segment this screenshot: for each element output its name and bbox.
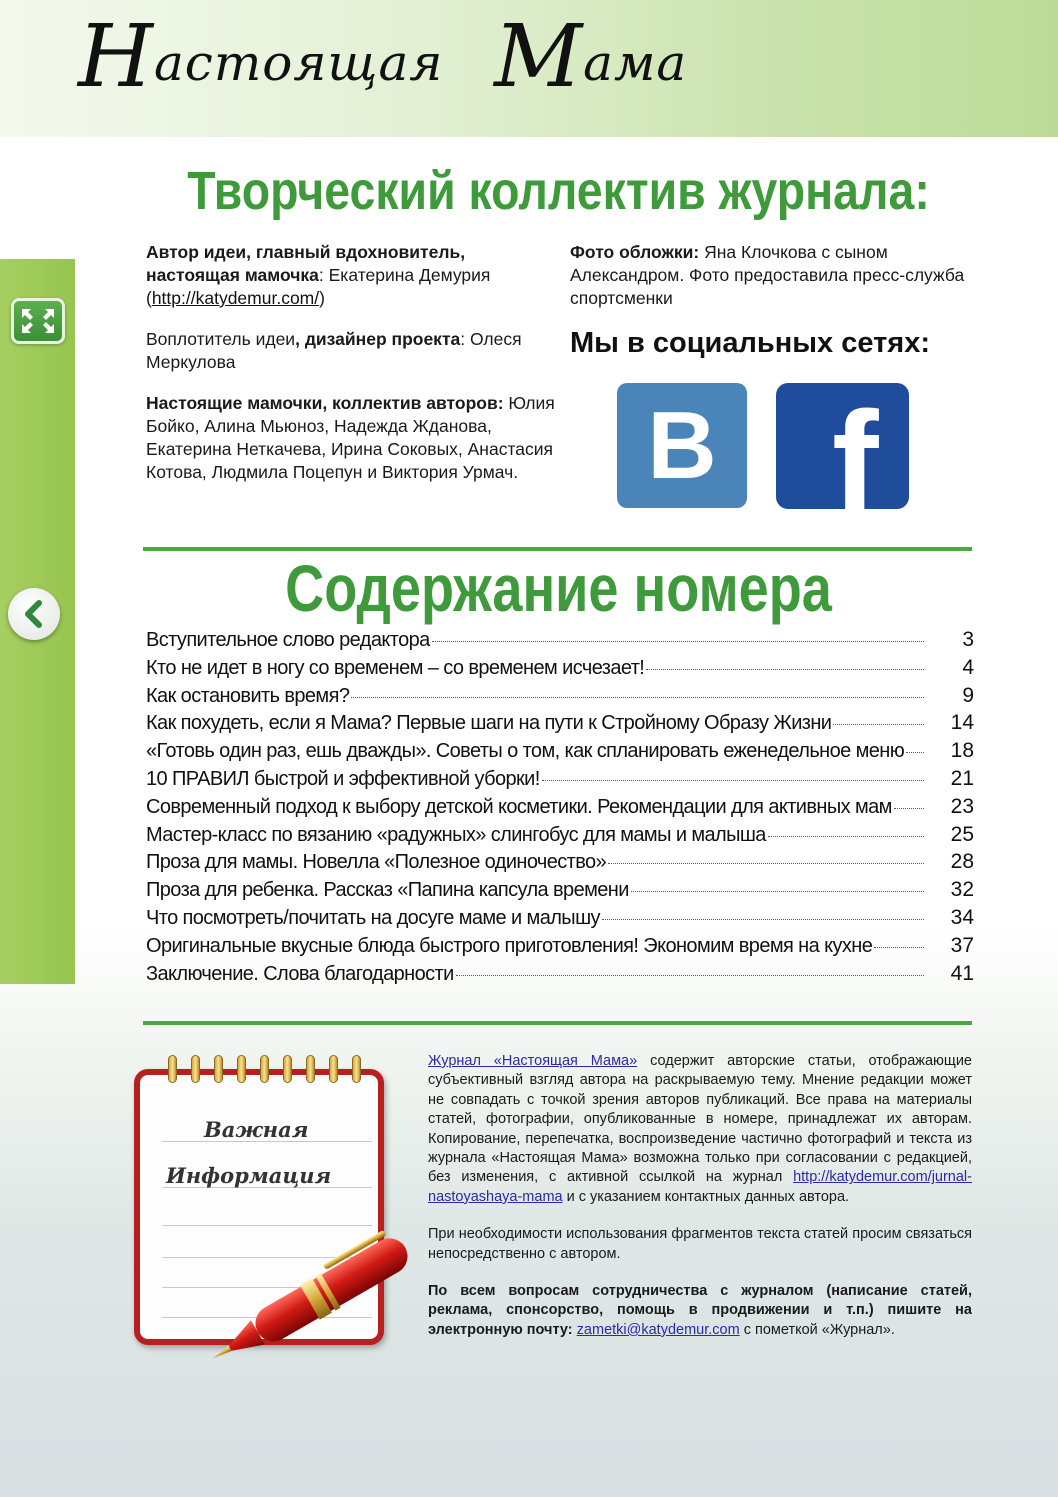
copyright-tail: и с указанием контактных данных автора. [562,1188,850,1205]
copyright-text: содержит авторские статьи, отображающие субъективный взгляд автора на раскрываемую тему. Мнение редакции может не совпадать с точкой зрения авторов публикаций. Все права на материалы статей, фотографии, опубликованные в номере, принадлежат их авторам. Копирование, перепечатка, воспроизведение частично фотографий и текста из журнала «Настоящая Мама» возможна только при согласовании с редакцией, без изменения, с активной ссылкой на журнал [428,1053,972,1186]
notepad-ring [260,1055,269,1083]
toc-page-number: 28 [950,850,974,874]
cooperation-paragraph [428,1282,972,1340]
toc-leader-dots [631,891,924,892]
journal-url-link[interactable]: http://katydemur.com/jurnal-nastoyashaya-mama [428,1169,972,1205]
toc-page-number: 9 [962,683,974,707]
cover-photo-credit [570,241,970,310]
toc-page-number: 18 [950,739,974,763]
toc-page-number: 41 [950,961,974,985]
toc-item-title: Кто не идет в ногу со временем – со временем исчезает! [146,656,645,679]
toc-row[interactable] [146,767,974,795]
pen-icon [196,1228,436,1358]
toc-item-title: Вступительное слово редактора [146,629,430,651]
toc-page-number: 14 [950,711,974,735]
toc-item-title: Заключение. Слова благодарности [146,962,454,985]
toc-leader-dots [906,752,924,753]
contents-heading: Содержание номера [285,551,832,625]
toc-leader-dots [542,780,924,781]
toc-page-number: 37 [950,933,974,957]
toc-leader-dots [456,975,924,976]
toc-page-number: 34 [950,905,974,929]
toc-item-title: «Готовь один раз, ешь дважды». Советы о том, как спланировать еженедельное меню [146,740,905,763]
toc-page-number: 3 [962,628,974,651]
notepad-ring [352,1055,361,1083]
toc-row[interactable] [146,906,974,934]
toc-page-number: 32 [950,878,974,902]
social-heading: Мы в социальных сетях: [570,327,930,359]
toc-row[interactable] [146,684,974,712]
toc-item-title: Как похудеть, если я Мама? Первые шаги на пути к Стройному Образу Жизни [146,712,832,735]
toc-row[interactable] [146,739,974,767]
copyright-paragraph [428,1052,972,1207]
journal-link[interactable]: Журнал «Настоящая Мама» [428,1053,638,1069]
cooperation-tail: с пометкой «Журнал». [739,1321,895,1338]
notepad-title-line2: Информация [166,1163,332,1188]
toc-row[interactable] [146,628,974,656]
notepad-ring [214,1055,223,1083]
toc-page-number: 25 [950,822,974,846]
team-heading: Творческий коллектив журнала: [187,161,930,221]
toc-item-title: Что посмотреть/почитать на досуге маме и малышу [146,906,600,929]
toc-item-title: Проза для мамы. Новелла «Полезное одиночество» [146,851,607,874]
team-credits-left [146,241,556,502]
toc-page-number: 21 [950,766,974,790]
toc-item-title: Оригинальные вкусные блюда быстрого приготовления! Экономим время на кухне [146,934,873,957]
fullscreen-button[interactable] [11,298,65,344]
toc-leader-dots [894,808,924,809]
logo-word-1: Настоящая [78,7,444,107]
notepad-ring [329,1055,338,1083]
toc-row[interactable] [146,962,974,990]
toc-row[interactable] [146,795,974,823]
toc-leader-dots [602,919,924,920]
idea-author-name: : Екатерина Демурия [318,265,491,285]
designer-credit [146,328,556,374]
authors-names: Юлия Бойко, Алина Мьюноз, Надежда Жданова, Екатерина Неткачева, Ирина Соковых, Анастасия Котова, Людмила Поцепун и Виктория Урмач. [146,393,555,482]
toc-page-number: 23 [950,794,974,818]
toc-leader-dots [768,836,924,837]
notepad-title-line1: Важная [204,1117,309,1142]
toc-item-title: Современный подход к выбору детской косметики. Рекомендации для активных мам [146,795,892,818]
fullscreen-icon [18,306,58,336]
designer-name: : Олеся Меркулова [146,329,522,372]
toc-row[interactable] [146,934,974,962]
toc-page-number: 4 [962,655,974,679]
notepad-ring [168,1055,177,1083]
toc-leader-dots [874,947,924,948]
authors-label: Настоящие мамочки, коллектив авторов: [146,393,504,413]
page-header [0,0,1058,137]
designer-label: , дизайнер проекта [295,329,461,349]
fb-letter: f [832,383,879,509]
toc-item-title: 10 ПРАВИЛ быстрой и эффективной уборки! [146,767,540,790]
table-of-contents [146,628,974,989]
contact-author-paragraph: При необходимости использования фрагментов текста статей просим связаться непосредственно с автором. [428,1226,972,1262]
notepad-ring [237,1055,246,1083]
toc-row[interactable] [146,850,974,878]
toc-item-title: Как остановить время? [146,684,350,707]
toc-row[interactable] [146,711,974,739]
toc-leader-dots [351,697,924,698]
vk-logo-icon[interactable] [617,383,747,508]
toc-item-title: Проза для ребенка. Рассказ «Папина капсула времени [146,879,629,902]
toc-leader-dots [646,669,924,670]
designer-prefix: Воплотитель идеи [146,329,296,349]
idea-author-label: Автор идеи, главный вдохновитель, настоящая мамочка [146,242,466,285]
toc-row[interactable] [146,878,974,906]
magazine-logo [78,7,688,107]
vk-letter: В [647,392,717,499]
cover-photo-label: Фото обложки: [570,242,700,262]
toc-item-title: Мастер-класс по вязанию «радужных» слингобус для мамы и малыша [146,823,766,846]
cover-photo-text: Яна Клочкова с сыном Александром. Фото предоставила пресс-служба спортсменки [570,242,965,308]
idea-author-credit: Автор идеи, главный вдохновитель, настоящая мамочка: Екатерина Демурия (http://katydemur.com/) [146,242,491,308]
notepad-ring [283,1055,292,1083]
cooperation-text: По всем вопросам сотрудничества с журналом (написание статей, реклама, спонсорство, помощь в продвижении и т.п.) пишите на электронную почту: [428,1283,972,1338]
authors-credit [146,392,556,484]
email-link[interactable]: zametki@katydemur.com [576,1321,740,1338]
logo-word-2: Мама [494,7,688,107]
notepad-ring [306,1055,315,1083]
divider-bottom [143,1021,972,1025]
legal-info [428,1052,972,1358]
idea-author-link[interactable]: http://katydemur.com/ [151,288,320,308]
toc-leader-dots [608,863,924,864]
facebook-logo-icon[interactable] [776,383,909,509]
toc-row[interactable] [146,823,974,851]
notepad-rule [162,1225,372,1226]
notepad-ring [191,1055,200,1083]
back-button[interactable] [8,588,60,640]
toc-leader-dots [833,724,924,725]
toc-row[interactable] [146,656,974,684]
toc-leader-dots [432,641,924,642]
chevron-left-icon [19,599,49,629]
